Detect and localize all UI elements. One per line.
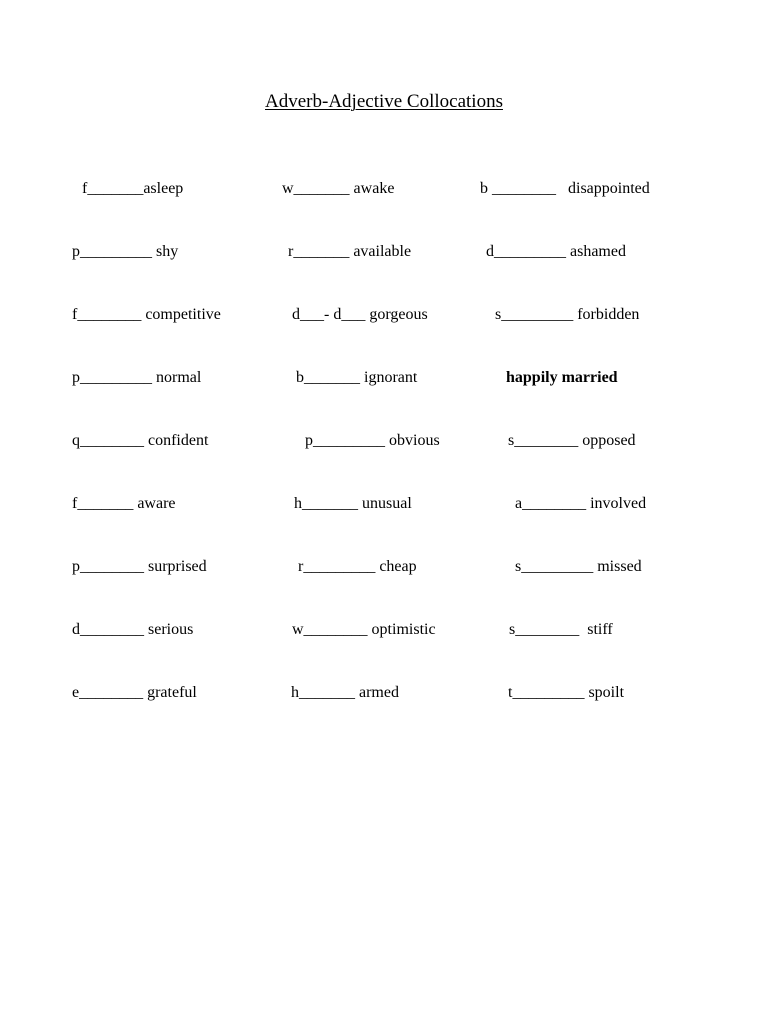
collocation-item: t_________ spoilt	[508, 684, 625, 701]
collocation-item: s_________ forbidden	[495, 306, 640, 323]
collocation-item: s_________ missed	[515, 558, 642, 575]
collocation-item: b_______ ignorant	[296, 369, 418, 386]
collocation-row	[0, 430, 768, 452]
collocation-item: h_______ unusual	[294, 495, 412, 512]
collocation-item: f_______asleep	[82, 180, 184, 197]
collocation-row	[0, 619, 768, 641]
collocation-row	[0, 178, 768, 200]
collocation-row	[0, 682, 768, 704]
collocation-item: q________ confident	[72, 432, 209, 449]
collocation-item: r_________ cheap	[298, 558, 417, 575]
collocation-item: d________ serious	[72, 621, 194, 638]
collocation-item: w________ optimistic	[292, 621, 436, 638]
collocation-item: s________ stiff	[509, 621, 613, 638]
collocation-row	[0, 556, 768, 578]
collocation-row	[0, 304, 768, 326]
collocation-item: f_______ aware	[72, 495, 176, 512]
collocation-item: s________ opposed	[508, 432, 636, 449]
collocation-item: h_______ armed	[291, 684, 399, 701]
collocation-item: b ________ disappointed	[480, 180, 650, 197]
collocation-item: r_______ available	[288, 243, 412, 260]
collocation-item: p_________ obvious	[305, 432, 440, 449]
collocation-item: d___- d___ gorgeous	[292, 306, 428, 323]
page-title: Adverb-Adjective Collocations	[265, 91, 503, 112]
collocation-example: happily married	[506, 369, 618, 386]
collocation-item: f________ competitive	[72, 306, 221, 323]
collocation-item: p_________ normal	[72, 369, 202, 386]
collocation-item: a________ involved	[515, 495, 647, 512]
collocation-row	[0, 241, 768, 263]
collocation-item: e________ grateful	[72, 684, 197, 701]
collocation-item: w_______ awake	[282, 180, 395, 197]
collocation-row	[0, 493, 768, 515]
collocation-row	[0, 367, 768, 389]
collocation-item: d_________ ashamed	[486, 243, 626, 260]
collocation-item: p________ surprised	[72, 558, 207, 575]
collocation-item: p_________ shy	[72, 243, 179, 260]
